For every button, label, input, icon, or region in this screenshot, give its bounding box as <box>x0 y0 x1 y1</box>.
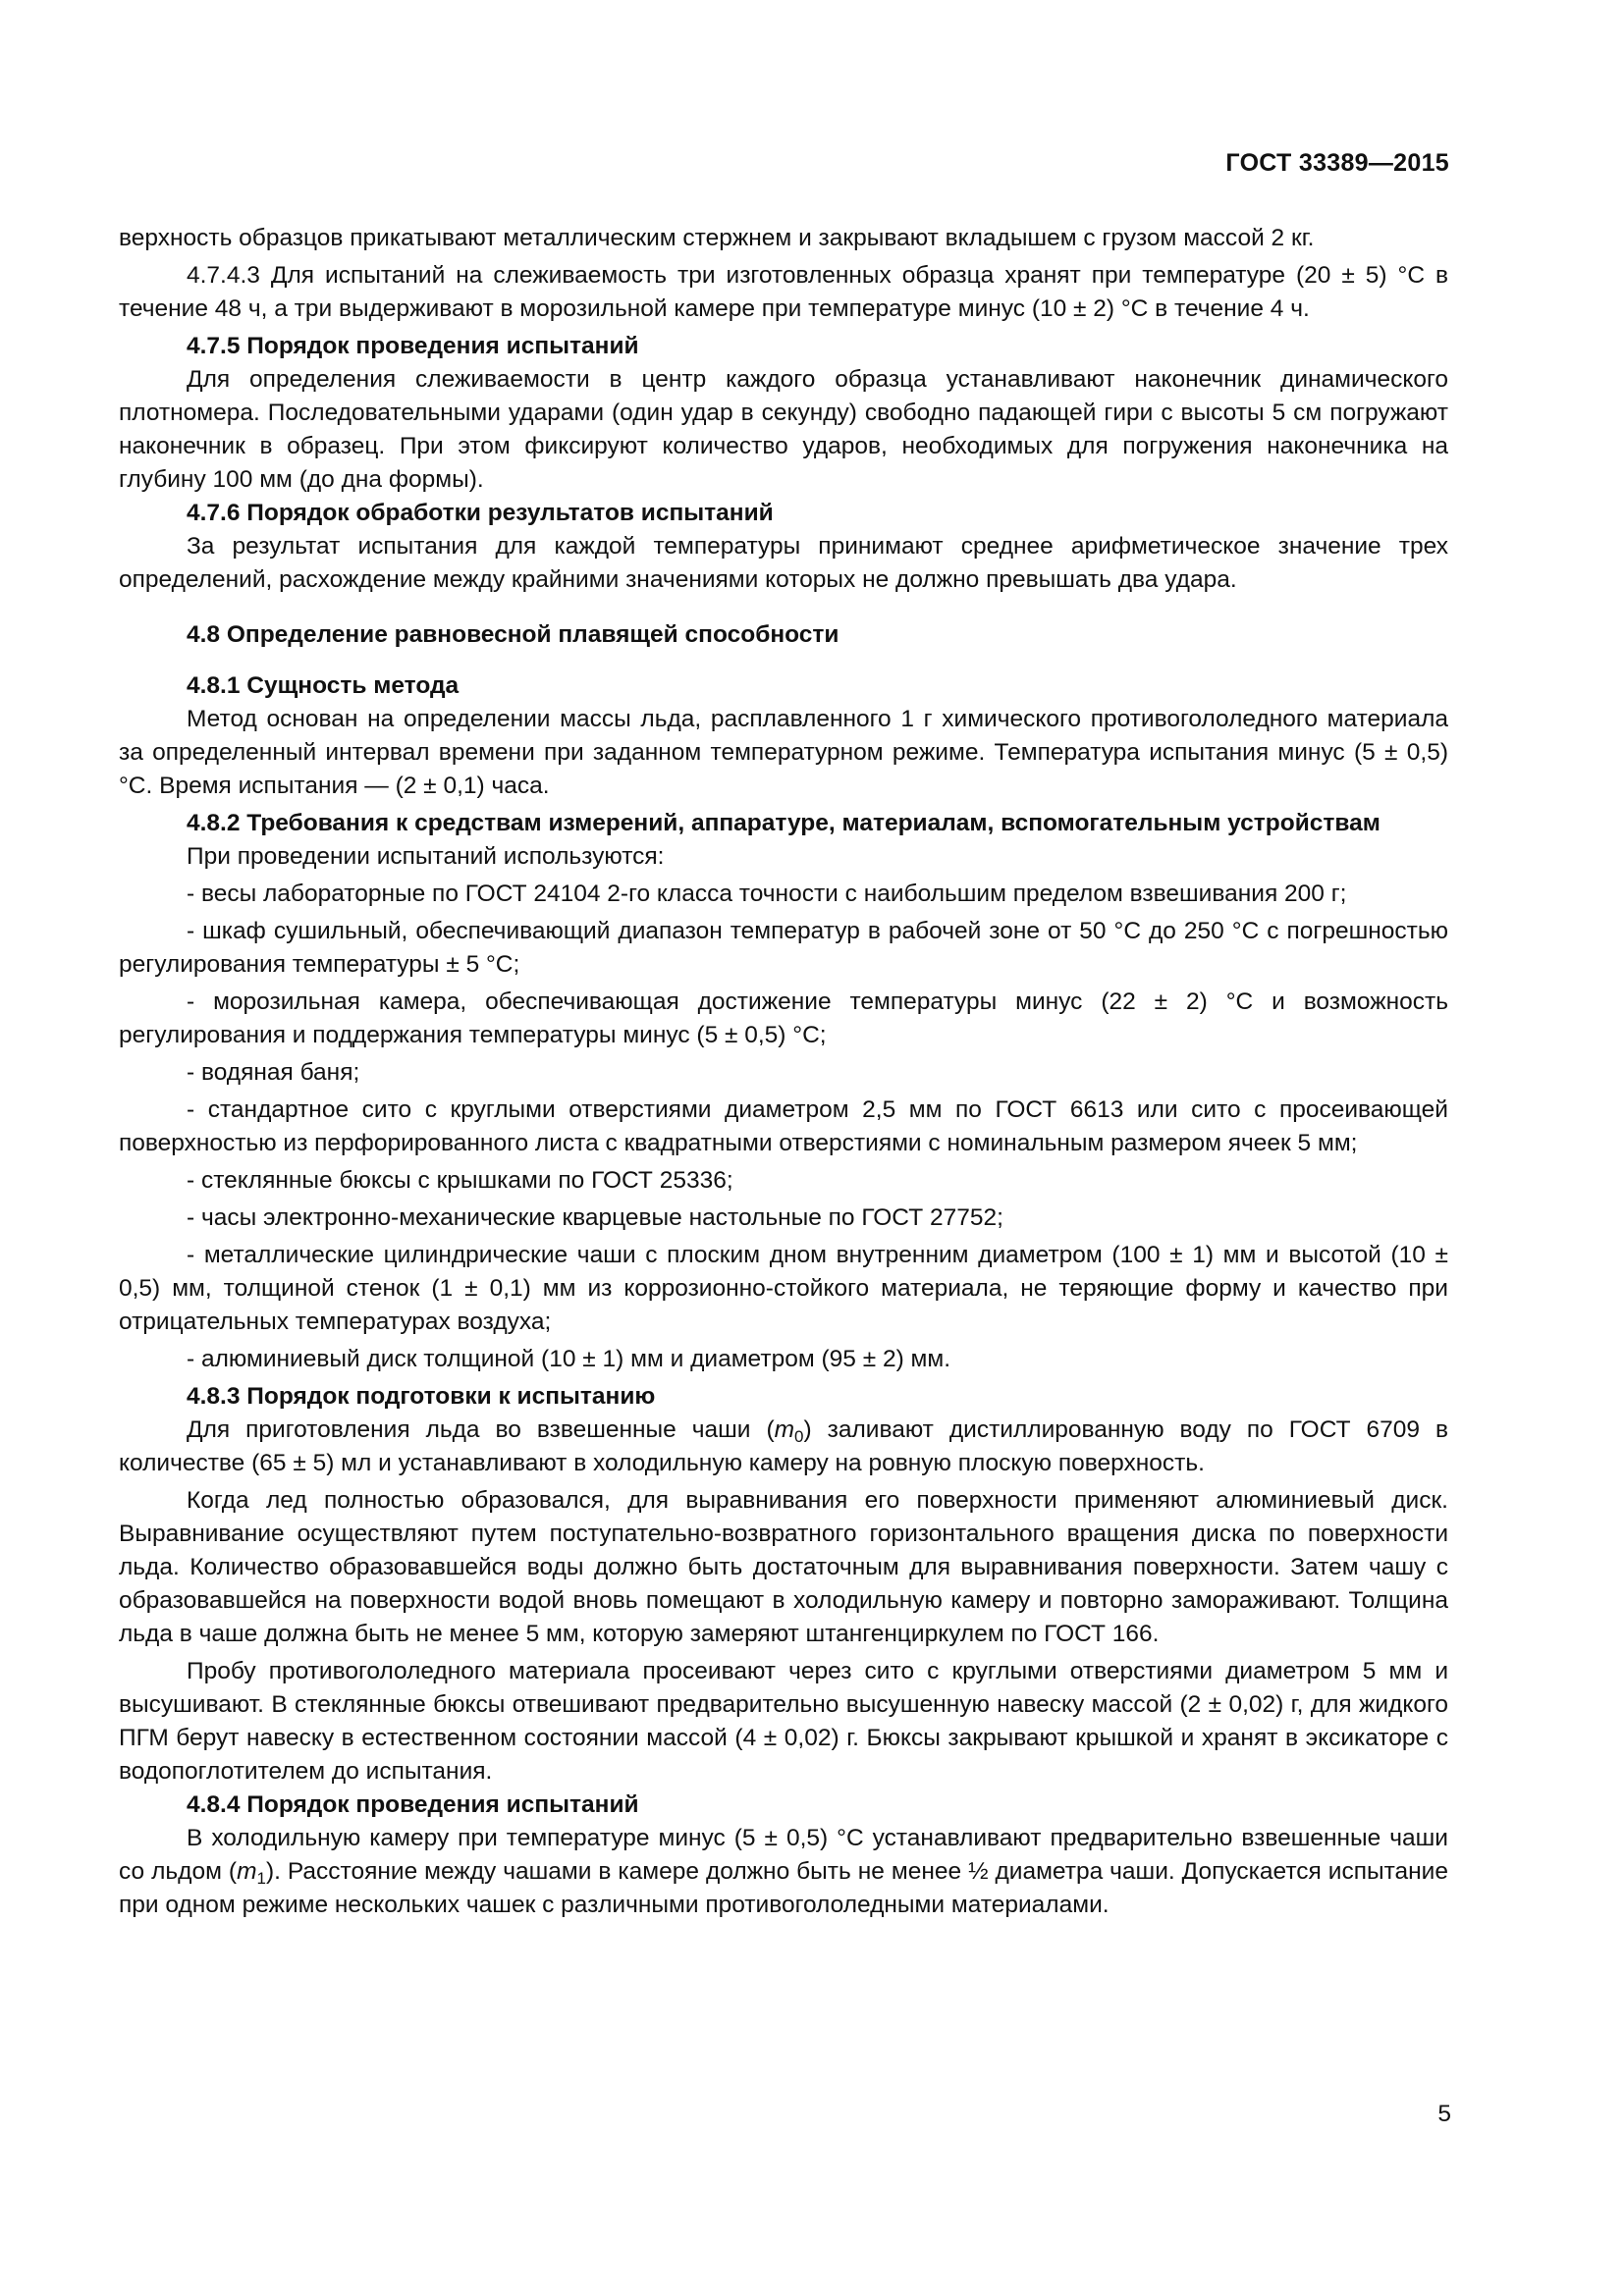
list-item-freezer: - морозильная камера, обеспечивающая достижение температуры минус (22 ± 2) °С и возможность регулирования и поддержания температуры минус (5 ± 0,5) °С; <box>119 988 1448 1048</box>
document-body <box>119 222 1448 1922</box>
heading-4-8-1: 4.8.1 Сущность метода <box>187 672 460 699</box>
heading-4-7-6: 4.7.6 Порядок обработки результатов испытаний <box>187 500 774 526</box>
paragraph-ice-leveling: Когда лед полностью образовался, для выравнивания его поверхности применяют алюминиевый диск. Выравнивание осуществляют путем поступательно-возвратного горизонтального вращения диска по поверхности льда. Количество образовавшейся воды должно быть достаточным для выравнивания поверхности. Затем чашу с образовавшейся на поверхности водой вновь помещают в холодильную камеру и повторно замораживают. Толщина льда в чаше должна быть не менее 5 мм, которую замеряют штангенциркулем по ГОСТ 166. <box>119 1487 1448 1647</box>
text-segment: ). Расстояние между чашами в камере должно быть не менее ½ диаметра чаши. Допускается испытание при одном режиме нескольких чашек с различными противогололедными материалами. <box>119 1858 1448 1918</box>
variable-m: m <box>237 1858 257 1885</box>
list-item-glass-weighing-bottles: - стеклянные бюксы с крышками по ГОСТ 25336; <box>187 1167 733 1194</box>
document-header: ГОСТ 33389—2015 <box>1225 149 1449 177</box>
paragraph-4-7-4-3: 4.7.4.3 Для испытаний на слеживаемость три изготовленных образца хранят при температуре (20 ± 5) °С в течение 48 ч, а три выдерживают в морозильной камере при температуре минус (10 ± 2) °С в течение 4 ч. <box>119 262 1448 322</box>
heading-4-8-3: 4.8.3 Порядок подготовки к испытанию <box>187 1383 656 1410</box>
paragraph-test-run <box>119 1822 1448 1922</box>
text-segment: ) заливают дистиллированную воду по ГОСТ 6709 в количестве (65 ± 5) мл и устанавливают в холодильную камеру на ровную плоскую поверхность. <box>119 1416 1448 1476</box>
paragraph-method-essence: Метод основан на определении массы льда, расплавленного 1 г химического противогололедного материала за определенный интервал времени при заданном температурном режиме. Температура испытания минус (5 ± 0,5) °С. Время испытания — (2 ± 0,1) часа. <box>119 706 1448 799</box>
list-item-water-bath: - водяная баня; <box>187 1059 360 1086</box>
heading-4-8: 4.8 Определение равновесной плавящей способности <box>187 621 839 648</box>
list-item-scales: - весы лабораторные по ГОСТ 24104 2-го класса точности с наибольшим пределом взвешивания 200 г; <box>187 881 1347 907</box>
list-item-aluminium-disc: - алюминиевый диск толщиной (10 ± 1) мм и диаметром (95 ± 2) мм. <box>187 1346 951 1372</box>
heading-4-8-2: 4.8.2 Требования к средствам измерений, аппаратуре, материалам, вспомогательным устройствам <box>187 810 1380 836</box>
paragraph-sample-preparation: Пробу противогололедного материала просеивают через сито с круглыми отверстиями диаметром 5 мм и высушивают. В стеклянные бюксы отвешивают предварительно высушенную навеску массой (2 ± 0,02) г, для жидкого ПГМ берут навеску в естественном состоянии массой (4 ± 0,02) г. Бюксы закрывают крышкой и хранят в эксикаторе с водопоглотителем до испытания. <box>119 1658 1448 1785</box>
list-item-drying-cabinet: - шкаф сушильный, обеспечивающий диапазон температур в рабочей зоне от 50 °С до 250 °С с погрешностью регулирования температуры ± 5 °С; <box>119 918 1448 978</box>
paragraph-equipment-intro: При проведении испытаний используются: <box>187 843 665 870</box>
paragraph-results-processing: За результат испытания для каждой температуры принимают среднее арифметическое значение трех определений, расхождение между крайними значениями которых не должно превышать два удара. <box>119 533 1448 593</box>
paragraph-continuation: верхность образцов прикатывают металлическим стержнем и закрывают вкладышем с грузом массой 2 кг. <box>119 225 1315 251</box>
heading-4-7-5: 4.7.5 Порядок проведения испытаний <box>187 333 639 359</box>
paragraph-ice-preparation <box>119 1414 1448 1480</box>
paragraph-test-procedure: Для определения слеживаемости в центр каждого образца устанавливают наконечник динамического плотномера. Последовательными ударами (один удар в секунду) свободно падающей гири с высоты 5 см погружают наконечник в образец. При этом фиксируют количество ударов, необходимых для погружения наконечника на глубину 100 мм (до дна формы). <box>119 366 1448 493</box>
variable-m: m <box>774 1416 795 1443</box>
heading-4-8-4: 4.8.4 Порядок проведения испытаний <box>187 1791 639 1818</box>
text-segment: Для приготовления льда во взвешенные чаши ( <box>187 1416 775 1443</box>
list-item-sieve: - стандартное сито с круглыми отверстиями диаметром 2,5 мм по ГОСТ 6613 или сито с просеивающей поверхностью из перфорированного листа с квадратными отверстиями с номинальным размером ячеек 5 мм; <box>119 1096 1448 1156</box>
list-item-clock: - часы электронно-механические кварцевые настольные по ГОСТ 27752; <box>187 1204 1003 1231</box>
subscript-0: 0 <box>794 1427 804 1446</box>
list-item-metal-bowls: - металлические цилиндрические чаши с плоским дном внутренним диаметром (100 ± 1) мм и высотой (10 ± 0,5) мм, толщиной стенок (1 ± 0,1) мм из коррозионно-стойкого материала, не теряющие форму и качество при отрицательных температурах воздуха; <box>119 1242 1448 1335</box>
subscript-1: 1 <box>256 1869 266 1888</box>
text-segment: В холодильную камеру при температуре минус (5 ± 0,5) °С устанавливают предварительно взвешенные чаши со льдом ( <box>119 1825 1448 1885</box>
page-number: 5 <box>1437 2101 1451 2127</box>
